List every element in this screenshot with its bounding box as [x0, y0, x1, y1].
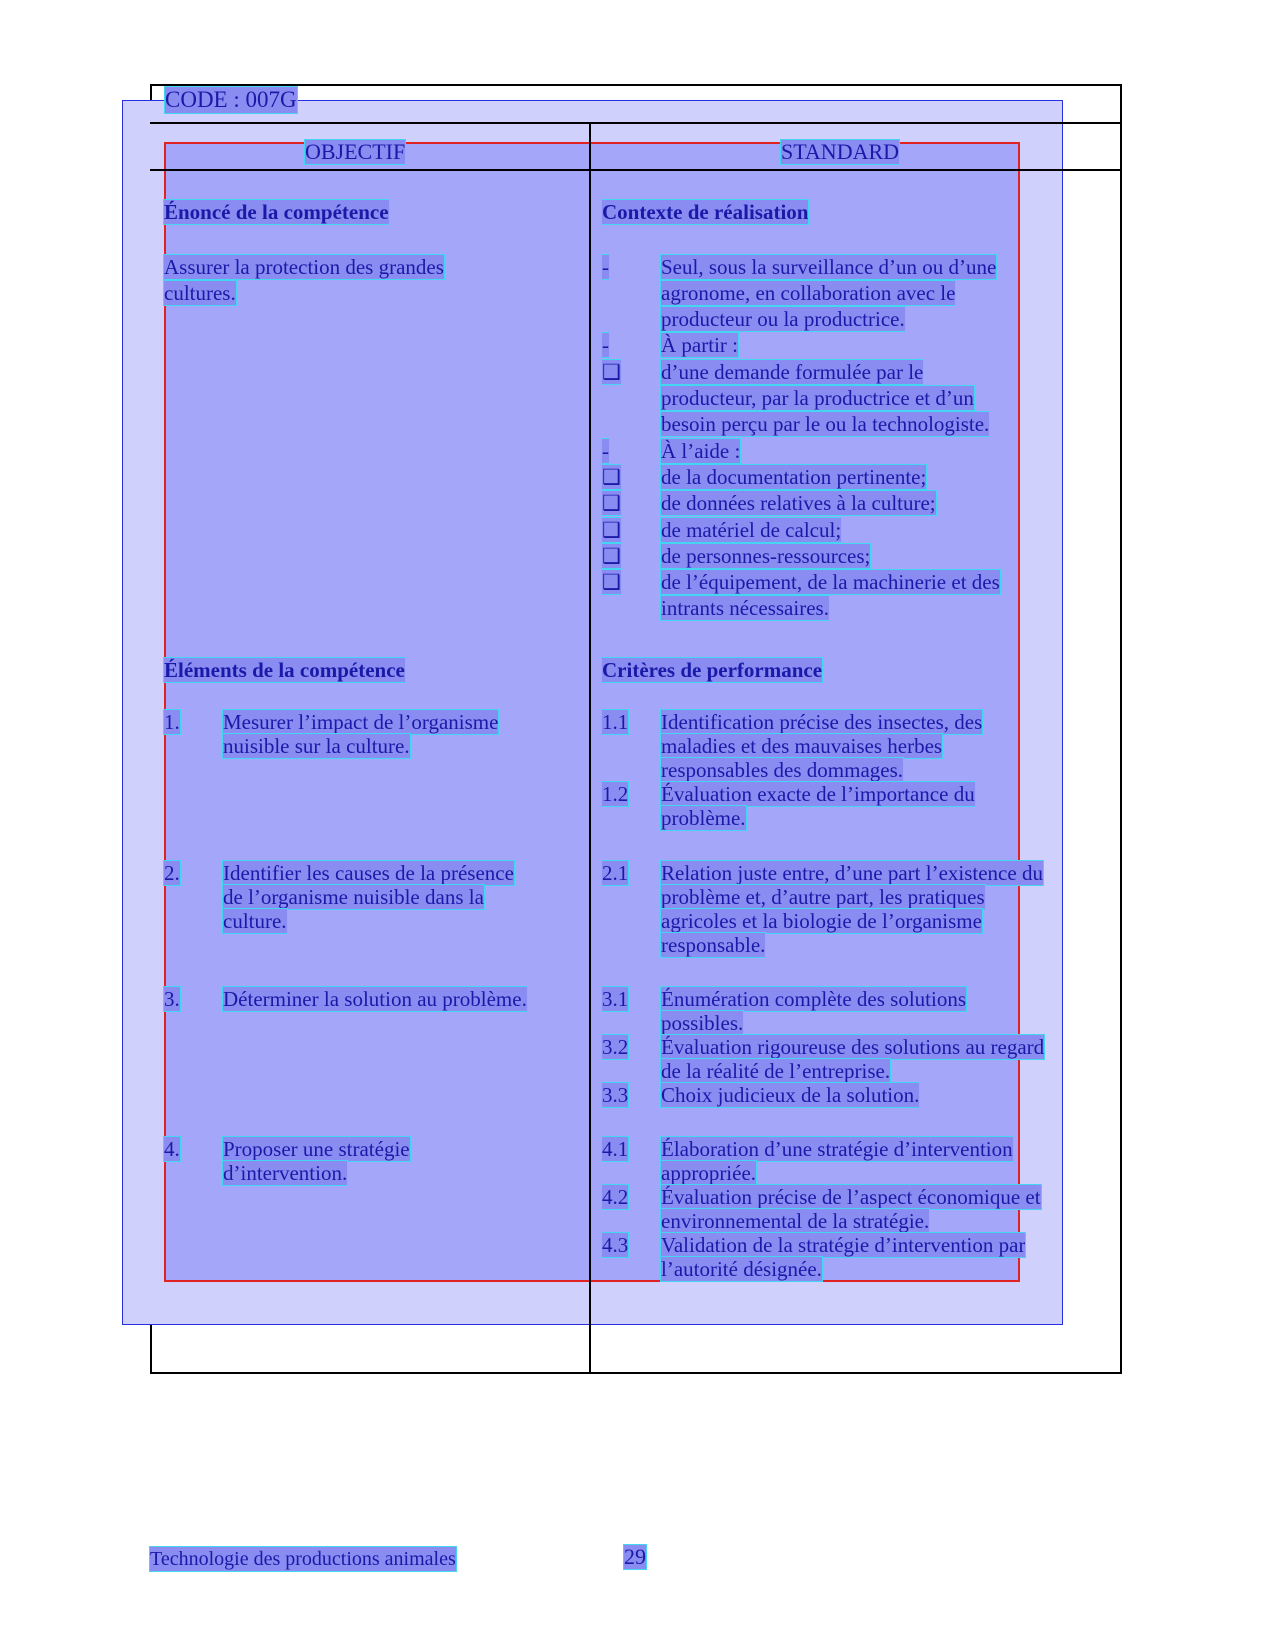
contexte-marker: -: [602, 439, 609, 463]
footer-title: Technologie des productions animales: [150, 1548, 456, 1570]
code-label: CODE : 007G: [165, 87, 297, 112]
critere-line: responsable.: [661, 933, 766, 957]
contexte-line: À l’aide :: [661, 439, 741, 463]
element-number: 2.: [164, 861, 180, 885]
critere-number: 4.3: [602, 1233, 629, 1257]
column-divider: [589, 122, 591, 1374]
critere-number: 4.2: [602, 1185, 629, 1209]
element-line: de l’organisme nuisible dans la: [223, 885, 484, 909]
critere-line: environnemental de la stratégie.: [661, 1209, 930, 1233]
critere-line: Évaluation rigoureuse des solutions au regard: [661, 1035, 1045, 1059]
contexte-line: de l’équipement, de la machinerie et des: [661, 570, 1000, 594]
element-line: Proposer une stratégie: [223, 1137, 410, 1161]
critere-line: possibles.: [661, 1011, 744, 1035]
critere-line: Identification précise des insectes, des: [661, 710, 983, 734]
contexte-line: d’une demande formulée par le: [661, 360, 924, 384]
critere-line: problème et, d’autre part, les pratiques: [661, 885, 985, 909]
contexte-line: producteur ou la productrice.: [661, 307, 905, 331]
critere-line: Validation de la stratégie d’intervention par: [661, 1233, 1026, 1257]
critere-number: 4.1: [602, 1137, 629, 1161]
critere-number: 1.2: [602, 782, 629, 806]
critere-line: Élaboration d’une stratégie d’intervention: [661, 1137, 1013, 1161]
page-number: 29: [624, 1544, 646, 1569]
element-line: Identifier les causes de la présence: [223, 861, 514, 885]
contexte-line: de données relatives à la culture;: [661, 491, 936, 515]
element-line: d’intervention.: [223, 1161, 348, 1185]
contexte-marker: ❑: [602, 491, 621, 515]
critere-number: 2.1: [602, 861, 629, 885]
enonce-heading: Énoncé de la compétence: [164, 200, 389, 224]
critere-line: agricoles et la biologie de l’organisme: [661, 909, 982, 933]
header-divider: [150, 122, 1122, 124]
contexte-heading: Contexte de réalisation: [602, 200, 809, 224]
criteres-heading: Critères de performance: [602, 658, 823, 682]
element-line: Déterminer la solution au problème.: [223, 987, 527, 1011]
contexte-line: Seul, sous la surveillance d’un ou d’une: [661, 255, 997, 279]
contexte-line: À partir :: [661, 333, 738, 357]
contexte-line: de personnes-ressources;: [661, 544, 871, 568]
critere-line: l’autorité désignée.: [661, 1257, 822, 1281]
element-line: culture.: [223, 909, 287, 933]
contexte-line: de matériel de calcul;: [661, 518, 842, 542]
critere-number: 3.2: [602, 1035, 629, 1059]
element-number: 3.: [164, 987, 180, 1011]
critere-number: 1.1: [602, 710, 629, 734]
element-number: 1.: [164, 710, 180, 734]
contexte-line: intrants nécessaires.: [661, 596, 829, 620]
elements-heading: Éléments de la compétence: [164, 658, 405, 682]
contexte-marker: ❑: [602, 518, 621, 542]
enonce-line: Assurer la protection des grandes: [164, 255, 444, 279]
critere-line: problème.: [661, 806, 746, 830]
contexte-line: de la documentation pertinente;: [661, 465, 927, 489]
critere-line: maladies et des mauvaises herbes: [661, 734, 943, 758]
objectif-header: OBJECTIF: [305, 139, 406, 164]
contexte-marker: ❑: [602, 360, 621, 384]
contexte-marker: ❑: [602, 570, 621, 594]
contexte-marker: ❑: [602, 544, 621, 568]
critere-line: responsables des dommages.: [661, 758, 904, 782]
critere-line: appropriée.: [661, 1161, 757, 1185]
critere-line: Évaluation exacte de l’importance du: [661, 782, 975, 806]
contexte-line: agronome, en collaboration avec le: [661, 281, 956, 305]
contexte-line: producteur, par la productrice et d’un: [661, 386, 974, 410]
standard-header: STANDARD: [781, 139, 900, 164]
critere-line: Choix judicieux de la solution.: [661, 1083, 920, 1107]
enonce-line: cultures.: [164, 281, 236, 305]
contexte-marker: -: [602, 333, 609, 357]
critere-line: Énumération complète des solutions: [661, 987, 967, 1011]
contexte-marker: -: [602, 255, 609, 279]
critere-number: 3.1: [602, 987, 629, 1011]
column-header-divider: [150, 169, 1122, 171]
critere-line: de la réalité de l’entreprise.: [661, 1059, 891, 1083]
contexte-line: besoin perçu par le ou la technologiste.: [661, 412, 990, 436]
contexte-marker: ❑: [602, 465, 621, 489]
critere-line: Relation juste entre, d’une part l’existence du: [661, 861, 1043, 885]
element-line: Mesurer l’impact de l’organisme: [223, 710, 499, 734]
critere-line: Évaluation précise de l’aspect économique et: [661, 1185, 1041, 1209]
critere-number: 3.3: [602, 1083, 629, 1107]
element-line: nuisible sur la culture.: [223, 734, 410, 758]
element-number: 4.: [164, 1137, 180, 1161]
